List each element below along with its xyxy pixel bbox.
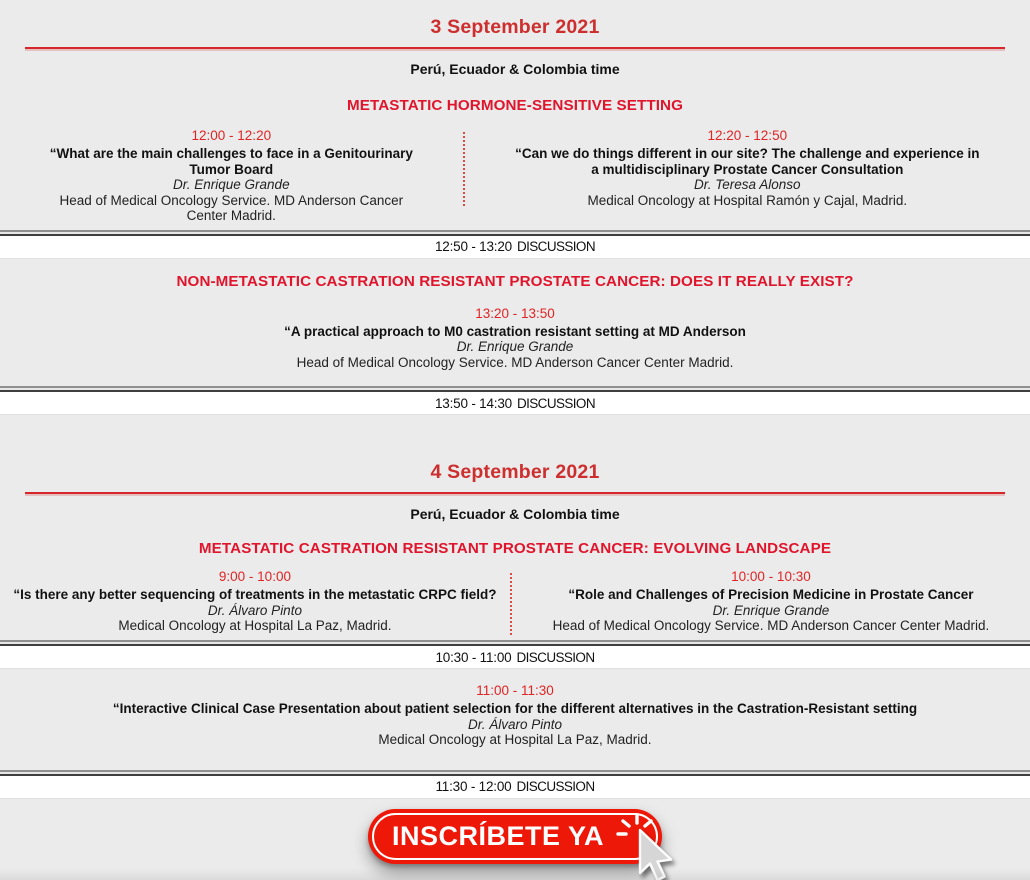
day2-title: 4 September 2021	[430, 461, 600, 483]
session-time: 12:00 - 12:20	[191, 128, 272, 143]
day1-session-full	[0, 306, 1030, 371]
discussion-label: DISCUSSION	[516, 649, 595, 665]
day1-section1-heading: METASTATIC HORMONE-SENSITIVE SETTING	[346, 97, 684, 114]
register-button-label: INSCRÍBETE YA	[391, 820, 605, 851]
day2-session-left	[0, 569, 510, 634]
discussion-bar	[0, 640, 1030, 669]
discussion-label: DISCUSSION	[516, 395, 595, 411]
day2-divider-rule	[25, 492, 1005, 494]
session-title: “What are the main challenges to face in a Genitourinary Tumor Board	[49, 146, 413, 177]
session-time: 9:00 - 10:00	[218, 569, 291, 584]
session-speaker: Dr. Álvaro Pinto	[207, 602, 302, 618]
click-starburst-icon	[618, 815, 651, 834]
discussion-time: 11:30 - 12:00	[435, 779, 512, 794]
session-title: “Is there any better sequencing of treatments in the metastatic CRPC field?	[13, 587, 497, 602]
bottom-shadow	[0, 868, 1030, 880]
day1-session-columns	[0, 128, 1030, 224]
session-time: 12:20 - 12:50	[707, 128, 788, 143]
day1-divider-rule	[25, 47, 1005, 49]
cta-row	[0, 809, 1030, 864]
session-affiliation: Head of Medical Oncology Service. MD Anderson Cancer Center Madrid.	[59, 192, 404, 223]
session-speaker: Dr. Enrique Grande	[712, 602, 830, 618]
session-time: 10:00 - 10:30	[731, 569, 811, 584]
session-title: “Role and Challenges of Precision Medicine in Prostate Cancer	[568, 587, 974, 602]
session-title: “Interactive Clinical Case Presentation about patient selection for the different alternatives in the Castration-Resistant setting	[112, 701, 918, 716]
day2-session-right	[512, 569, 1030, 634]
register-button[interactable]	[368, 809, 662, 864]
discussion-label: DISCUSSION	[516, 239, 595, 254]
day2-session-full	[0, 683, 1030, 748]
mouse-cursor-click-icon	[616, 812, 688, 880]
cursor-arrow	[640, 830, 671, 880]
day1-session-left	[0, 128, 463, 224]
day2-section1-heading: METASTATIC CASTRATION RESISTANT PROSTATE CANCER: EVOLVING LANDSCAPE	[198, 540, 832, 557]
discussion-time: 10:30 - 11:00	[435, 649, 512, 665]
discussion-bar	[0, 230, 1030, 259]
session-time: 11:00 - 11:30	[476, 683, 554, 698]
session-affiliation: Medical Oncology at Hospital Ramón y Cajal, Madrid.	[587, 192, 908, 208]
session-affiliation: Medical Oncology at Hospital La Paz, Madrid.	[118, 618, 392, 633]
session-affiliation: Head of Medical Oncology Service. MD Anderson Cancer Center Madrid.	[552, 618, 990, 633]
discussion-label: DISCUSSION	[516, 779, 595, 794]
day2-session-columns	[0, 569, 1030, 635]
session-affiliation: Medical Oncology at Hospital La Paz, Madrid.	[378, 732, 652, 747]
day2-timezone-label: Perú, Ecuador & Colombia time	[410, 506, 620, 522]
session-affiliation: Head of Medical Oncology Service. MD Anderson Cancer Center Madrid.	[296, 354, 734, 370]
session-title: “Can we do things different in our site? The challenge and experience in a multidisciplinary Prostate Cancer Consultation	[515, 146, 980, 177]
session-time: 13:20 - 13:50	[475, 305, 555, 321]
day1-timezone-label: Perú, Ecuador & Colombia time	[410, 61, 620, 77]
session-title: “A practical approach to M0 castration resistant setting at MD Anderson	[284, 323, 746, 339]
discussion-bar	[0, 386, 1030, 415]
day1-session-right	[465, 128, 1030, 208]
session-speaker: Dr. Enrique Grande	[456, 339, 574, 354]
discussion-time: 13:50 - 14:30	[435, 395, 512, 411]
session-speaker: Dr. Teresa Alonso	[694, 177, 801, 192]
discussion-bar	[0, 770, 1030, 799]
day1-title: 3 September 2021	[430, 16, 600, 38]
session-speaker: Dr. Enrique Grande	[173, 177, 290, 192]
day1-section2-heading: NON-METASTATIC CASTRATION RESISTANT PROSTATE CANCER: DOES IT REALLY EXIST?	[176, 272, 854, 290]
discussion-time: 12:50 - 13:20	[435, 239, 512, 254]
session-speaker: Dr. Álvaro Pinto	[467, 716, 563, 732]
